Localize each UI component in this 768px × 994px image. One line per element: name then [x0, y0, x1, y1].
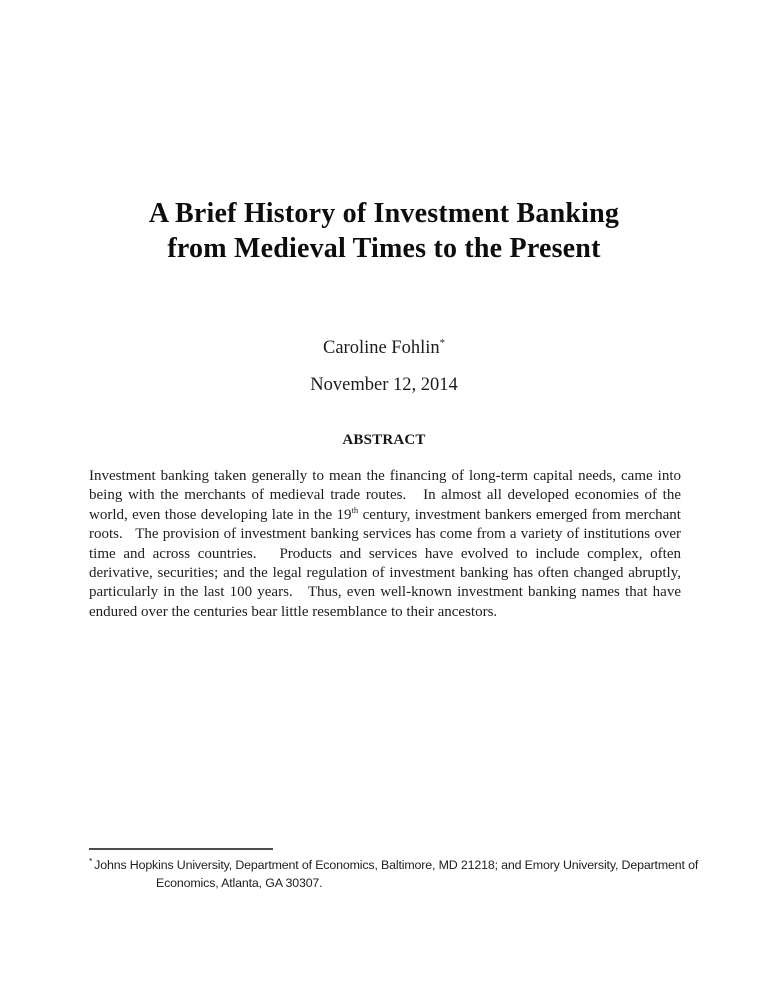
date-line: November 12, 2014 [310, 375, 458, 395]
abstract-text-part2: century, investment bankers emerged from merchant roots. The provision of investment banking services has come from a variety of institutions over time and across countries. Products and services have evolved to include complex, often derivative, securities; and the legal regulation of investment banking has often changed abruptly, particularly in the last 100 years. Thus, even well-known investment banking names that have endured over the centuries bear little resemblance to their ancestors. [89, 506, 685, 620]
footnote-text [89, 856, 699, 892]
footnote-separator-rule [89, 848, 273, 850]
paper-title-line2: from Medieval Times to the Present [167, 232, 601, 264]
footnote [89, 848, 699, 892]
abstract-ordinal-superscript: th [351, 504, 359, 515]
footnote-line1-wrap [89, 858, 698, 872]
paper-title-line1: A Brief History of Investment Banking [148, 198, 620, 229]
abstract-heading: ABSTRACT [342, 432, 426, 448]
abstract-body [89, 467, 685, 622]
author-footnote-marker: * [439, 336, 445, 349]
footnote-marker: * [89, 856, 93, 866]
footnote-line2: Economics, Atlanta, GA 30307. [156, 876, 323, 890]
author-line [0, 337, 768, 359]
author-name: Caroline Fohlin [322, 338, 440, 358]
abstract-text-part1: Investment banking taken generally to mean the financing of long-term capital needs, came into being with the merchants of medieval trade routes. In almost all developed economies of the world, even those developing late in the 19 [89, 468, 685, 523]
footnote-line1: Johns Hopkins University, Department of Economics, Baltimore, MD 21218; and Emory University, Department of [94, 858, 699, 872]
paper-title [0, 197, 768, 266]
